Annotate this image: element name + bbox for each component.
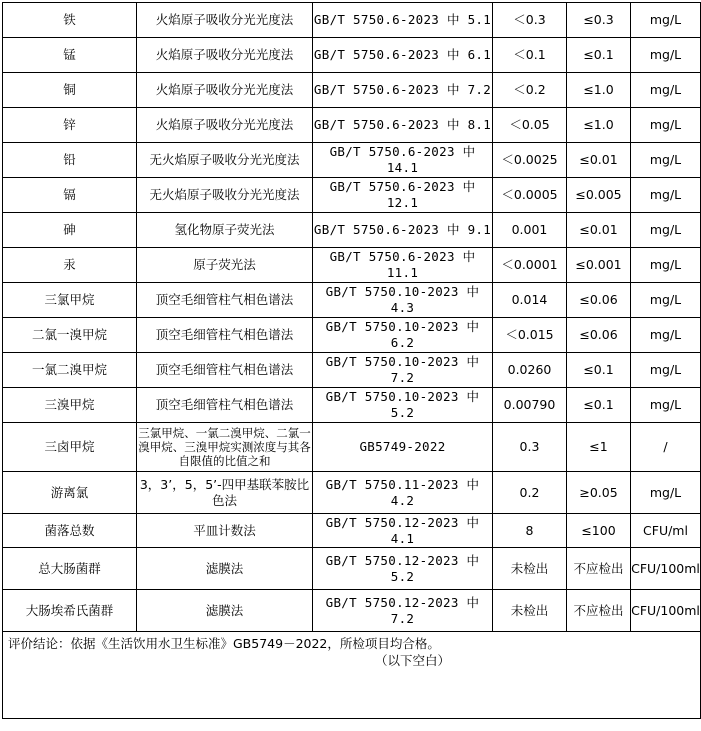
test-standard: GB/T 5750.12-2023 中 5.2 bbox=[313, 548, 493, 590]
table-row bbox=[3, 353, 701, 388]
test-result: ＜0.2 bbox=[493, 73, 567, 108]
item-name: 汞 bbox=[3, 248, 137, 283]
test-method: 火焰原子吸收分光光度法 bbox=[137, 73, 313, 108]
table-row bbox=[3, 590, 701, 632]
unit: mg/L bbox=[631, 472, 701, 514]
item-name: 砷 bbox=[3, 213, 137, 248]
table-row bbox=[3, 472, 701, 514]
test-method: 火焰原子吸收分光光度法 bbox=[137, 3, 313, 38]
test-standard: GB/T 5750.10-2023 中 7.2 bbox=[313, 353, 493, 388]
test-method: 氢化物原子荧光法 bbox=[137, 213, 313, 248]
test-standard: GB/T 5750.6-2023 中 11.1 bbox=[313, 248, 493, 283]
table-row bbox=[3, 514, 701, 548]
item-name: 大肠埃希氏菌群 bbox=[3, 590, 137, 632]
limit-value: ≤1 bbox=[567, 423, 631, 472]
test-result: 未检出 bbox=[493, 590, 567, 632]
table-row bbox=[3, 178, 701, 213]
limit-value: ≤0.06 bbox=[567, 283, 631, 318]
limit-value: ≤0.06 bbox=[567, 318, 631, 353]
test-method: 滤膜法 bbox=[137, 590, 313, 632]
test-result: 0.001 bbox=[493, 213, 567, 248]
item-name: 一氯二溴甲烷 bbox=[3, 353, 137, 388]
test-standard: GB/T 5750.6-2023 中 7.2 bbox=[313, 73, 493, 108]
test-standard: GB/T 5750.10-2023 中 4.3 bbox=[313, 283, 493, 318]
test-method: 顶空毛细管柱气相色谱法 bbox=[137, 283, 313, 318]
test-result: ＜0.0025 bbox=[493, 143, 567, 178]
table-row bbox=[3, 423, 701, 472]
test-standard: GB/T 5750.6-2023 中 6.1 bbox=[313, 38, 493, 73]
test-result: 0.0260 bbox=[493, 353, 567, 388]
table-row bbox=[3, 213, 701, 248]
unit: mg/L bbox=[631, 178, 701, 213]
test-standard: GB/T 5750.6-2023 中 12.1 bbox=[313, 178, 493, 213]
item-name: 二氯一溴甲烷 bbox=[3, 318, 137, 353]
unit: mg/L bbox=[631, 3, 701, 38]
item-name: 锌 bbox=[3, 108, 137, 143]
unit: mg/L bbox=[631, 318, 701, 353]
item-name: 锰 bbox=[3, 38, 137, 73]
test-result: 0.00790 bbox=[493, 388, 567, 423]
limit-value: ≤0.001 bbox=[567, 248, 631, 283]
test-result: ＜0.0005 bbox=[493, 178, 567, 213]
unit: CFU/100ml bbox=[631, 548, 701, 590]
blank-note: （以下空白） bbox=[375, 653, 451, 668]
test-standard: GB/T 5750.6-2023 中 8.1 bbox=[313, 108, 493, 143]
table-row bbox=[3, 388, 701, 423]
conclusion-text: 评价结论：依据《生活饮用水卫生标准》GB5749－2022，所检项目均合格。 bbox=[8, 636, 440, 651]
limit-value: ≤0.005 bbox=[567, 178, 631, 213]
test-result: 未检出 bbox=[493, 548, 567, 590]
limit-value: ≤0.3 bbox=[567, 3, 631, 38]
test-standard: GB/T 5750.12-2023 中 7.2 bbox=[313, 590, 493, 632]
test-standard: GB/T 5750.10-2023 中 5.2 bbox=[313, 388, 493, 423]
test-results-table bbox=[2, 2, 701, 719]
unit: mg/L bbox=[631, 283, 701, 318]
test-method: 顶空毛细管柱气相色谱法 bbox=[137, 388, 313, 423]
test-method: 原子荧光法 bbox=[137, 248, 313, 283]
conclusion-row bbox=[3, 632, 701, 719]
test-standard: GB/T 5750.10-2023 中 6.2 bbox=[313, 318, 493, 353]
table-row bbox=[3, 108, 701, 143]
test-standard: GB/T 5750.12-2023 中 4.1 bbox=[313, 514, 493, 548]
test-method: 顶空毛细管柱气相色谱法 bbox=[137, 318, 313, 353]
unit: mg/L bbox=[631, 108, 701, 143]
item-name: 游离氯 bbox=[3, 472, 137, 514]
item-name: 铜 bbox=[3, 73, 137, 108]
limit-value: ≤100 bbox=[567, 514, 631, 548]
test-result: 0.3 bbox=[493, 423, 567, 472]
test-method: 无火焰原子吸收分光光度法 bbox=[137, 178, 313, 213]
unit: mg/L bbox=[631, 73, 701, 108]
item-name: 三卤甲烷 bbox=[3, 423, 137, 472]
table-row bbox=[3, 143, 701, 178]
test-result: ＜0.3 bbox=[493, 3, 567, 38]
unit: CFU/ml bbox=[631, 514, 701, 548]
unit: mg/L bbox=[631, 388, 701, 423]
table-row bbox=[3, 318, 701, 353]
test-standard: GB/T 5750.6-2023 中 5.1 bbox=[313, 3, 493, 38]
test-method: 三氯甲烷、一氯二溴甲烷、二氯一溴甲烷、三溴甲烷实测浓度与其各自限值的比值之和 bbox=[137, 423, 313, 472]
unit: mg/L bbox=[631, 353, 701, 388]
test-result: 0.2 bbox=[493, 472, 567, 514]
item-name: 三溴甲烷 bbox=[3, 388, 137, 423]
unit: / bbox=[631, 423, 701, 472]
table-row bbox=[3, 3, 701, 38]
test-result: ＜0.05 bbox=[493, 108, 567, 143]
test-standard: GB/T 5750.11-2023 中 4.2 bbox=[313, 472, 493, 514]
test-result: 8 bbox=[493, 514, 567, 548]
test-result: ＜0.0001 bbox=[493, 248, 567, 283]
test-method: 顶空毛细管柱气相色谱法 bbox=[137, 353, 313, 388]
test-method: 滤膜法 bbox=[137, 548, 313, 590]
limit-value: 不应检出 bbox=[567, 590, 631, 632]
limit-value: ≥0.05 bbox=[567, 472, 631, 514]
unit: mg/L bbox=[631, 213, 701, 248]
table-row bbox=[3, 548, 701, 590]
limit-value: ≤0.01 bbox=[567, 213, 631, 248]
item-name: 菌落总数 bbox=[3, 514, 137, 548]
limit-value: ≤0.1 bbox=[567, 353, 631, 388]
item-name: 总大肠菌群 bbox=[3, 548, 137, 590]
conclusion-cell bbox=[3, 632, 701, 719]
limit-value: ≤1.0 bbox=[567, 108, 631, 143]
unit: mg/L bbox=[631, 143, 701, 178]
unit: mg/L bbox=[631, 248, 701, 283]
table-row bbox=[3, 73, 701, 108]
limit-value: 不应检出 bbox=[567, 548, 631, 590]
limit-value: ≤1.0 bbox=[567, 73, 631, 108]
item-name: 镉 bbox=[3, 178, 137, 213]
limit-value: ≤0.1 bbox=[567, 38, 631, 73]
test-result: 0.014 bbox=[493, 283, 567, 318]
test-method: 平皿计数法 bbox=[137, 514, 313, 548]
limit-value: ≤0.1 bbox=[567, 388, 631, 423]
unit: mg/L bbox=[631, 38, 701, 73]
test-result: ＜0.1 bbox=[493, 38, 567, 73]
item-name: 铅 bbox=[3, 143, 137, 178]
table-row bbox=[3, 38, 701, 73]
item-name: 铁 bbox=[3, 3, 137, 38]
test-method: 火焰原子吸收分光光度法 bbox=[137, 108, 313, 143]
test-method: 火焰原子吸收分光光度法 bbox=[137, 38, 313, 73]
limit-value: ≤0.01 bbox=[567, 143, 631, 178]
test-method: 无火焰原子吸收分光光度法 bbox=[137, 143, 313, 178]
table-row bbox=[3, 248, 701, 283]
unit: CFU/100ml bbox=[631, 590, 701, 632]
test-standard: GB/T 5750.6-2023 中 14.1 bbox=[313, 143, 493, 178]
test-standard: GB/T 5750.6-2023 中 9.1 bbox=[313, 213, 493, 248]
table-row bbox=[3, 283, 701, 318]
item-name: 三氯甲烷 bbox=[3, 283, 137, 318]
test-method: 3，3’，5，5’-四甲基联苯胺比色法 bbox=[137, 472, 313, 514]
test-result: ＜0.015 bbox=[493, 318, 567, 353]
test-standard: GB5749-2022 bbox=[313, 423, 493, 472]
